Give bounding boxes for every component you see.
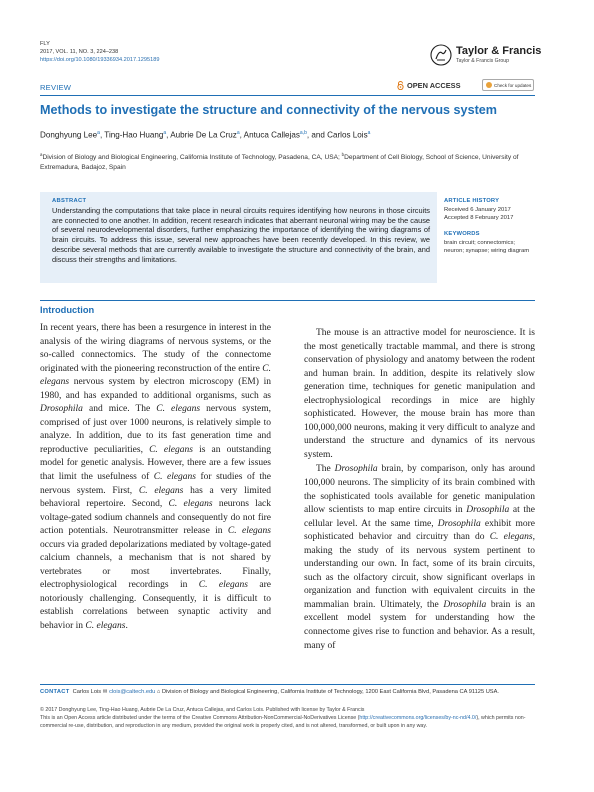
body-text: is an outstanding model for genetic analysis. However, there are a few issues that limit the usefulness of [40, 444, 271, 483]
check-updates-button[interactable] [482, 79, 534, 91]
author-name: Carlos Lois [327, 130, 368, 140]
author-name: Antuca Callejas [243, 130, 300, 140]
body-text: nervous system, comprised of just over 1000 neurons, is relatively simple to analyze. In addition, due to its fast generation time and reproductive peculiarities, [40, 404, 271, 455]
journal-meta [40, 40, 159, 65]
affil-b-text: Department of Cell Biology, School of Science, University of Extremadura, Badajoz, Spain [40, 154, 519, 171]
species-name: Drosophila [40, 404, 83, 415]
author-name: Donghyung Lee [40, 130, 98, 140]
journal-name: FLY [40, 41, 50, 47]
section-heading: Introduction [40, 305, 95, 315]
open-lock-icon [397, 81, 404, 90]
contact-label: CONTACT [40, 689, 70, 695]
body-text: , making the study of its nervous system pertinent to understanding our own. In fact, some of its brain circuits, such as the olfactory circuit, show significant overlaps in organization and function with equivalent circuits in the mammalian brain. Ultimately, the [304, 532, 535, 610]
author-separator: , [99, 130, 105, 140]
email-icon: ✉ [102, 689, 108, 695]
taylor-francis-logo-icon [430, 44, 452, 66]
body-text: and mice. The [82, 404, 157, 415]
author-separator: , [166, 130, 171, 140]
species-name: C. elegans [227, 526, 271, 537]
contact-name: Carlos Lois [72, 689, 102, 695]
article-history-heading: ARTICLE HISTORY [444, 198, 500, 204]
body-text: brain, by comparison, only has around 100,000 neurons. The simplicity of its brain combined with the sophisticated tools available for genetic manipulation allow scientists to map entire circuits in [304, 464, 535, 516]
body-text: In recent years, there has been a resurgence in interest in the analysis of the wiring diagrams of nervous systems, or the so-called connectomics. The study of the connectome originated with the pioneering reconstruction of the entire [40, 323, 271, 374]
species-name: C. elegans [40, 363, 271, 388]
received-date: Received 6 January 2017 [444, 207, 511, 213]
body-text: occurs via graded depolarizations mediated by voltage-gated calcium channels, a mechanism that is not shared by vertebrates or most invertebrates. Finally, electrophysiological recordings in [40, 539, 271, 591]
body-text: neurons lack voltage-gated sodium channels and consequently do not fire action potentials. Neurotransmitter release in [40, 499, 272, 537]
article-type: REVIEW [40, 83, 72, 92]
body-column-left [40, 322, 271, 634]
author-affil-marker: a [97, 130, 100, 136]
open-access-badge [397, 81, 461, 90]
copyright-footer [40, 707, 535, 730]
body-paragraph [40, 322, 271, 634]
license-line [40, 715, 535, 731]
body-paragraph: The mouse is an attractive model for neuroscience. It is the most genetically tractable mammal, and there is strong conservation of physiology and anatomy between the rodent and human brain. In addition, despite its relatively slow generation time, techniques for genetic manipulation and electrophysiological recordings in mice are highly sophisticated. However, the mouse brain has more than 100,000,000 neurons, making it very difficult to analyze and understand the structure and dynamics of its nervous system. [304, 328, 535, 460]
affil-b-marker: b [341, 152, 345, 157]
publisher-group: Taylor & Francis Group [456, 58, 510, 64]
contact-block [40, 688, 535, 696]
species-name: Drosophila [437, 518, 481, 529]
body-text: for studies of the nervous system. First, [40, 472, 271, 496]
intro-divider [40, 300, 535, 301]
author-separator: , [239, 130, 244, 140]
abstract-heading: ABSTRACT [52, 198, 87, 204]
body-text: exhibit more sophisticated behavior and circuitry than do [304, 518, 535, 543]
species-name: C. elegans [489, 532, 533, 543]
body-text: are notoriously challenging. Consequently, it is difficult to establish correlations between synaptic activity and behavior in [40, 580, 271, 632]
author-name: Ting-Hao Huang [104, 130, 164, 140]
check-updates-label: Check for updates [494, 82, 532, 88]
body-text: nervous system by electron microscopy (EM) in 1980, and has expanded to additional organisms, such as [40, 377, 271, 401]
body-text: has a very limited behavioral repertoire. Second, [40, 485, 272, 510]
species-name: C. elegans [138, 485, 184, 496]
species-name: C. elegans [168, 499, 213, 510]
accepted-date: Accepted 8 February 2017 [444, 215, 514, 221]
author-affil-marker: a,b [299, 130, 307, 136]
body-text: at the cellular level. At the same time, [304, 505, 535, 529]
affiliations [40, 150, 535, 172]
article-history [444, 206, 513, 222]
keywords-heading: KEYWORDS [444, 231, 480, 237]
author-affil-marker: a [367, 130, 371, 136]
species-name: C. elegans [198, 580, 248, 591]
species-name: C. elegans [153, 472, 197, 483]
copyright-line: © 2017 Donghyung Lee, Ting-Hao Huang, Aubrie De La Cruz, Antuca Callejas, and Carlos Lois. Published with license by Taylor & Francis [40, 707, 365, 713]
footer-divider [40, 684, 535, 685]
header-divider [40, 95, 535, 96]
open-access-label: OPEN ACCESS [407, 81, 461, 90]
body-text: The [316, 464, 335, 475]
contact-address: Division of Biology and Biological Engineering, California Institute of Technology, 1200 East California Blvd, Pasadena CA 91125 USA. [161, 689, 499, 695]
license-text: This is an Open Access article distributed under the terms of the Creative Commons Attribution-NonCommercial-NoDerivatives License ( [40, 714, 360, 721]
species-name: Drosophila [334, 464, 378, 475]
author-separator: , and [306, 130, 328, 140]
species-name: Drosophila [466, 505, 510, 516]
affil-a-text: Division of Biology and Biological Engineering, California Institute of Technology, Pasadena, CA, USA; [42, 154, 342, 162]
author-affil-marker: a [236, 130, 240, 136]
author-list [40, 130, 370, 140]
species-name: C. elegans [156, 404, 201, 415]
abstract-text: Understanding the computations that take place in neural circuits requires identifying how neurons in those circuits are connected to one another. In addition, recent research indicates that aberrant neuronal wiring may be the cause of several neurodevelopmental disorders, further emphasizing the importance of identifying the wiring diagrams of brain circuits. To address this issue, several new approaches have been recently developed. In this review, we describe several methods that are currently available to investigate the structure and connectivity of the brain, and discuss their strengths and limitations. [52, 206, 430, 264]
journal-citation: 2017, VOL. 11, NO. 3, 224–238 [40, 49, 119, 56]
body-text: . [125, 621, 128, 632]
license-text-end: ), which permits non-commercial re-use, distribution, and reproduction in any medium, provided the original work is properly cited, and is not altered, transformed, or built upon in any way. [40, 714, 526, 729]
article-title: Methods to investigate the structure and connectivity of the nervous system [40, 103, 497, 117]
species-name: C. elegans [149, 444, 193, 455]
species-name: Drosophila [443, 599, 487, 610]
license-link[interactable]: http://creativecommons.org/licenses/by-nc-nd/4.0/ [359, 714, 477, 721]
author-affil-marker: a [163, 130, 167, 136]
publisher-name: Taylor & Francis [456, 45, 542, 57]
affil-a-marker: a [40, 152, 43, 157]
doi-link[interactable]: https://doi.org/10.1080/19336934.2017.1295189 [40, 57, 160, 64]
check-updates-icon [486, 82, 492, 88]
body-text: brain is an excellent model system for understanding how the connectome gives rise to function and behavior. As a result, many of [304, 599, 535, 651]
body-column-right [304, 327, 535, 653]
species-name: C. elegans [85, 621, 126, 632]
body-paragraph [304, 463, 535, 653]
keywords-text: brain circuit; connectomics; neuron; synapse; wiring diagram [444, 240, 530, 254]
contact-email[interactable]: clois@caltech.edu [109, 689, 156, 695]
address-icon: ⌂ [156, 689, 161, 695]
author-name: Aubrie De La Cruz [170, 130, 237, 140]
